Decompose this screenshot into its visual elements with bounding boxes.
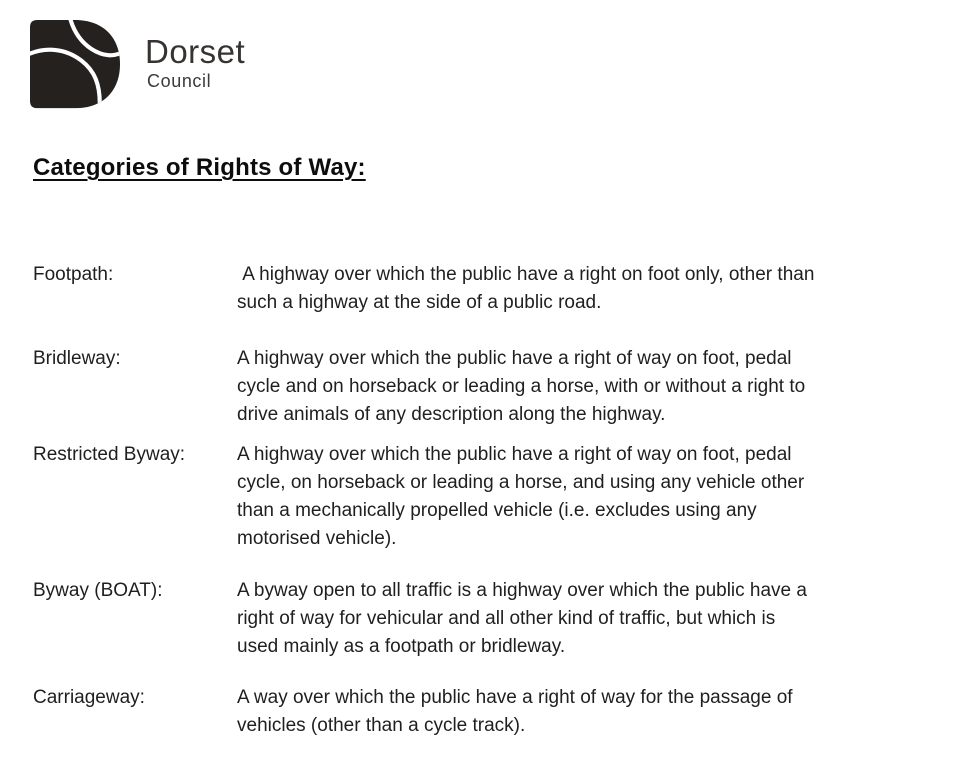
description-line: drive animals of any description along the highway. <box>237 404 666 425</box>
definition-term: Byway (BOAT): <box>33 580 163 601</box>
definition-description <box>237 577 928 661</box>
description-line: A highway over which the public have a right on foot only, other than <box>237 264 815 285</box>
definition-entry-bridleway <box>33 345 928 429</box>
page-title: Categories of Rights of Way: <box>33 154 366 181</box>
definition-term: Footpath: <box>33 264 114 285</box>
description-line: A highway over which the public have a right of way on foot, pedal <box>237 348 792 369</box>
description-line: motorised vehicle). <box>237 528 397 549</box>
definition-entry-carriageway <box>33 684 928 740</box>
definition-entry-byway-boat <box>33 577 928 661</box>
description-line: vehicles (other than a cycle track). <box>237 715 526 736</box>
definition-term: Restricted Byway: <box>33 444 186 465</box>
description-line: A byway open to all traffic is a highway over which the public have a <box>237 580 807 601</box>
description-line: such a highway at the side of a public road. <box>237 292 602 313</box>
definition-description <box>237 684 928 740</box>
logo-subtitle: Council <box>147 71 212 91</box>
logo-title: Dorset <box>145 33 246 70</box>
definition-description <box>237 261 928 317</box>
dorset-d-icon <box>30 18 120 112</box>
definition-entry-footpath <box>33 261 928 317</box>
description-line: than a mechanically propelled vehicle (i.e. excludes using any <box>237 500 757 521</box>
definition-description <box>237 345 928 429</box>
definition-entry-restricted-byway <box>33 441 928 553</box>
description-line: A highway over which the public have a right of way on foot, pedal <box>237 444 792 465</box>
logo-wordmark <box>145 18 245 90</box>
description-line: right of way for vehicular and all other kind of traffic, but which is <box>237 608 776 629</box>
description-line: cycle and on horseback or leading a horse, with or without a right to <box>237 376 806 397</box>
description-line: cycle, on horseback or leading a horse, and using any vehicle other <box>237 472 805 493</box>
dorset-council-logo <box>30 18 245 112</box>
definition-term: Bridleway: <box>33 348 121 369</box>
description-line: A way over which the public have a right of way for the passage of <box>237 687 793 708</box>
definition-term: Carriageway: <box>33 687 145 708</box>
description-line: used mainly as a footpath or bridleway. <box>237 636 566 657</box>
definition-description <box>237 441 928 553</box>
